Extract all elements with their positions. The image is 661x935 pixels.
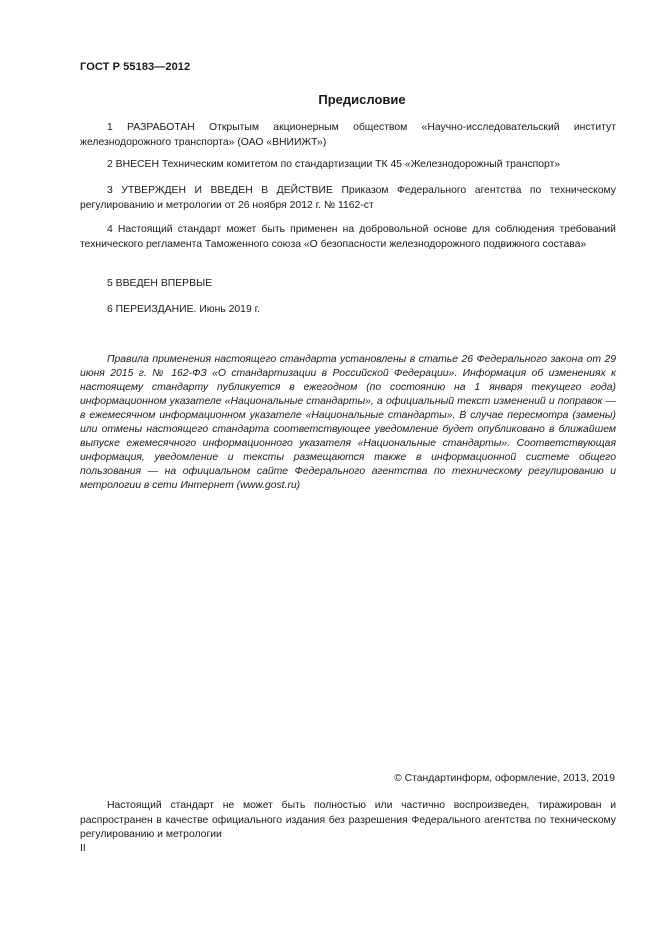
reproduction-rights-notice: Настоящий стандарт не может быть полностью или частично воспроизведен, тиражирован и распространен в качестве официального издания без разрешения Федерального агентства по техническому регулированию и метрологии	[80, 800, 616, 840]
foreword-item-reissue: 6 ПЕРЕИЗДАНИЕ. Июнь 2019 г.	[107, 304, 261, 315]
application-rules-notice: Правила применения настоящего стандарта установлены в статье 26 Федерального закона от 29 июня 2015 г. № 162-ФЗ «О стандартизации в Российской Федерации». Информация об изменениях к настоящему стандарту публикуется в ежегодном (по состоянию на 1 января текущего года) информационном указателе «Национальные стандарты», а официальный текст изменений и поправок — в ежемесячном информационном указателе «Национальные стандарты». В случае пересмотра (замены) или отмены настоящего стандарта соответствующее уведомление будет опубликовано в ближайшем выпуске ежемесячного информационного указателя «Национальные стандарты». Соответствующая информация, уведомление и тексты размещаются также в информационной системе общего пользования — на официальном сайте Федерального агентства по техническому регулированию и метрологии в сети Интернет (www.gost.ru)	[80, 354, 616, 491]
document-code: ГОСТ Р 55183—2012	[80, 61, 191, 73]
foreword-item-approved: 3 УТВЕРЖДЕН И ВВЕДЕН В ДЕЙСТВИЕ Приказом Федерального агентства по техническому регулированию и метрологии от 26 ноября 2012 г. № 1162-ст	[80, 185, 616, 211]
foreword-title: Предисловие	[318, 92, 406, 107]
foreword-item-developed: 1 РАЗРАБОТАН Открытым акционерным обществом «Научно-исследовательский институт железнодорожного транспорта» (ОАО «ВНИИЖТ»)	[80, 122, 616, 148]
foreword-item-first-introduced: 5 ВВЕДЕН ВПЕРВЫЕ	[107, 278, 213, 289]
foreword-item-introduced: 2 ВНЕСЕН Техническим комитетом по стандартизации ТК 45 «Железнодорожный транспорт»	[107, 159, 561, 170]
page-number: II	[80, 843, 86, 854]
foreword-item-applicability: 4 Настоящий стандарт может быть применен на добровольной основе для соблюдения требований технического регламента Таможенного союза «О безопасности железнодорожного подвижного состава»	[80, 224, 616, 250]
copyright-line: © Стандартинформ, оформление, 2013, 2019	[394, 773, 615, 784]
